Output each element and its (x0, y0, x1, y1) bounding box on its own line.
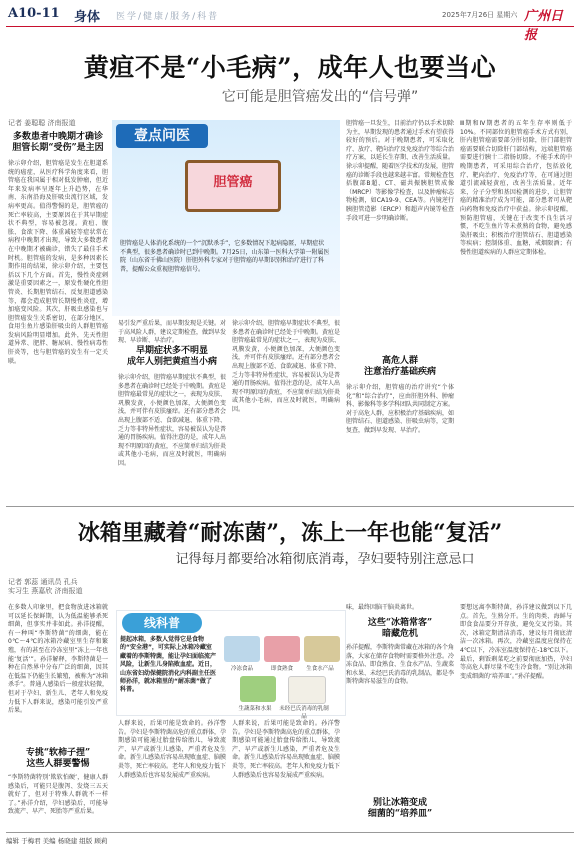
article1-illustration (112, 120, 340, 316)
article2-tag: 线科普 (122, 613, 202, 633)
article2-caption: 提起冰箱，多数人觉得它是食物的“安全港”，可实际上冰箱冷藏室藏着的李斯特菌，能让孕妇面临流产风险，让新生儿身陷败血症。近日，山东省妇幼保健院消化内科副主任医师孙洋，就冰箱里的“耐冻菌”做了科普。 (120, 636, 217, 694)
cancer-sign-image (185, 160, 281, 212)
article1-col3-body: 徐示卯介绍，胆管癌的治疗讲究“个体化”和“综合治疗”，应由肝胆外科、肿瘤科、影像科等多学科团队共同制定方案。对于高危人群，应积极治疗基础疾病，如胆管结石、胆道感染、肝吸虫病等，定期复查，做到早发现、早治疗。 (346, 384, 455, 434)
page-header (6, 4, 574, 43)
article1-byline: 记者 姜聪聪 济南报道 (8, 119, 76, 127)
article1-col3-text: 胆管癌一旦发生，目前治疗仍以手术切除为主，早期发现的患者通过手术有望获得较好的预后。对于晚期患者，可采取化疗、放疗、靶向治疗及免疫治疗等综合治疗方案，以延长生存期、改善生活质量。徐示卯提醒，随着医学技术的发展，胆管癌的诊断手段也越来越丰富。常规检查包括腹部B超、CT、磁共振胰胆管成像（MRCP）等影像学检查，以及肿瘤标志物检测，如CA19-9、CEA等。内镜逆行胰胆管造影（ERCP）和超声内镜等检查手段可进一步明确诊断。 (346, 120, 455, 222)
article1-col1-text: 徐示卯介绍，胆管癌是发生在胆道系统的癌症，从医疗科学角度来看，胆管癌在我国属于相对低发肿瘤，但近年来发病率呈逐年上升趋势，在华南、东南沿海及肝吸虫流行区域，发病率更高。值得警惕的是，胆管癌的死亡率较高，主要原因在于其早期症状不典型，容易被忽视。黄疸、腹胀、食欲下降、体重减轻等症状常在病程中晚期才出现，导致大多数患者在中晚期才被确诊，错失了最佳手术时机。胆管癌的发病，是多种因素长期作用的结果，徐示卯介绍，主要包括以下几个方面。首先，慢性炎症刺激是重要因素之一，原发性硬化性胆管炎、长期胆管结石、反复胆道感染等，都会造成胆管长期慢性炎症，增加癌变风险。其次，肝吸虫感染也与胆管癌发生关系密切，在部分地区，食用生鱼片感染肝吸虫的人群胆管癌发病风险明显增加。此外，先天性胆道异常、肥胖、糖尿病、慢性病毒性肝炎等，也与胆管癌的发生有一定关联。 (8, 160, 108, 365)
milk-label: 未经巴氏消毒的乳制品 (279, 706, 329, 720)
page-number: A10-11 (8, 6, 60, 21)
raw-seafood-label: 生食水产品 (306, 666, 334, 672)
article2-col1-body: “李斯特菌特别‘欺软怕硬’，健康人群感染后，可能只是腹泻、发烧三五天就好了，但对于特殊人群就不一样了。”孙洋介绍，孕妇感染后，可能导致流产、早产、死胎等严重后果。 (8, 774, 108, 816)
article2-col4-text: 要想远离李斯特菌，孙洋建议做到以下几点。首先，生熟分开。生的肉类、海鲜与即食食品要分开存放，避免交叉污染。其次，冰箱定期清洁消毒，建议每月彻底清洁一次冰箱。再次，冷藏室温度应保持在4℃以下，冷冻室温度保持在-18℃以下。最后，剩饭剩菜吃之前要彻底加热，孕妇等高危人群尽量不吃生冷食物。“别让冰箱变成细菌的‘培养皿’。”孙洋提醒。 (460, 604, 572, 680)
article1-subheadline: 它可能是胆管癌发出的“信号弹” (221, 89, 419, 105)
article2-byline: 记者 郭蕊 通讯员 孔兵 实习生 燕嘉欣 济南报道 (8, 578, 83, 595)
ready-food-label: 即食熟食 (270, 666, 293, 672)
footer-divider (6, 832, 574, 833)
article1-headline: 黄疸不是“小毛病”，成年人也要当心 (83, 53, 497, 82)
article2-col3-text: 味，最终因脑干脑炎离世。 (346, 604, 419, 611)
article2-col3-subhead2: 别让冰箱变成 细菌的“培养皿” (367, 798, 433, 819)
article1-col2b-text: 徐示卯介绍，胆管癌早期症状不典型，很多患者在确诊时已经处于中晚期。黄疸是胆管癌最常见的症状之一，表现为皮肤、巩膜发黄，小便颜色加深，大便颜色变浅，并可伴有皮肤瘙痒。还有部分患者会出现上腹部不适、食欲减退、体重下降、乏力等非特异性症状，容易被误认为是普通的胃肠疾病。值得注意的是，成年人出现不明原因的黄疸，不应简单归结为肝炎或其他小毛病，而应及时就医，明确病因。 (232, 320, 341, 413)
frozen-food-image (224, 636, 260, 662)
article1-image-caption: 胆管癌是人体消化系统的一个“沉默杀手”，它多数情况下起病隐匿，早期症状不典型，很多患者确诊时已到中晚期。7月25日，山东第一医科大学第一附属医院（山东省千佛山医院）肝胆外科专家对于胆管癌的早期识别和治疗进行了科普，提醒公众重视胆管癌信号。 (120, 240, 330, 273)
article1-col4-text: Ⅲ期和Ⅳ期患者的五年生存率则低于10%。不同部位的胆管癌手术方式有别，肝内胆管癌需要部分肝切除，肝门部胆管癌需要联合切除肝门部结构，远端胆管癌需要进行胰十二指肠切除。不能手术的中晚期患者，可采用综合治疗，包括放化疗、靶向治疗、免疫治疗等，在可通过胆道引流减轻黄疸，改善生活质量。近年来，分子分型和基因检测的进步，让胆管癌的精准治疗成为可能，部分患者可从靶向药物和免疫治疗中获益。徐示卯提醒，预防胆管癌，关键在于改变不良生活习惯，不吃生鱼片等未煮熟的食物，避免感染肝吸虫；积极治疗胆管结石、胆道感染等疾病；控制体重、血糖，戒烟限酒；有慢性胆道疾病的人群应定期体检。 (460, 120, 572, 256)
section-title: 身体 (74, 10, 101, 25)
article1-col2-body: 徐示卯介绍，胆管癌早期症状不典型，很多患者在确诊时已经处于中晚期。黄疸是胆管癌最常见的症状之一，表现为皮肤、巩膜发黄，小便颜色加深，大便颜色变浅，并可伴有皮肤瘙痒。还有部分患者会出现上腹部不适、食欲减退、体重下降、乏力等非特异性症状，容易被误认为是普通的胃肠疾病。值得注意的是，成年人出现不明原因的黄疸，不应简单归结为肝炎或其他小毛病，而应及时就医，明确病因。 (118, 374, 227, 467)
section-subtitle: 医学/健康/服务/科普 (116, 12, 220, 22)
ready-food-image (264, 636, 300, 662)
milk-image (288, 676, 326, 704)
frozen-food-label: 冷冻食品 (230, 666, 253, 672)
newspaper-logo: 广州日报 (524, 9, 564, 43)
raw-seafood-image (304, 636, 340, 662)
article2-headline: 冰箱里藏着“耐冻菌”，冻上一年也能“复活” (77, 520, 503, 546)
article2-col1-text: 在多数人印象里，把食物放进冰箱就可以延长保鲜期，认为低温能够杀死细菌，但事实并非如此。孙洋提醒，有一种叫“李斯特菌”的细菌，能在0℃～4℃的冰箱冷藏室里生存和繁殖，有的甚至在冷冻室里“冻上一年也能‘复活’”。孙洋解释，李斯特菌是一种在自然界中分布广泛的细菌，因其在低温下仍能生长繁殖，被称为“冰箱杀手”。普通人感染后一般症状轻微，但对于孕妇、新生儿、老年人和免疫力低下人群来说，感染可能引发严重后果。 (8, 604, 108, 715)
article1-col3-subhead: 高危人群 注意治疗基础疾病 (363, 356, 436, 377)
editor-credits: 编辑 于梅君 美编 杨晓建 组版 顾莉 (6, 837, 108, 845)
article2-col2-text: 人群来说，后果可能是致命的。孙洋警告。孕妇是李斯特菌高危的重点群体，孕期感染可能通过胎盘传给胎儿，导致流产、早产或新生儿感染，严重者危及生命。新生儿感染后容易出现败血症、脑膜炎等，死亡率较高。老年人和免疫力低下人群感染后也容易发展成严重疾病。 (118, 720, 227, 779)
article2-col2b-text: 人群来说，后果可能是致命的。孙洋警告。孕妇是李斯特菌高危的重点群体，孕期感染可能通过胎盘传给胎儿，导致流产、早产或新生儿感染，严重者危及生命。新生儿感染后容易出现败血症、脑膜炎等，死亡率较高。老年人和免疫力低下人群感染后也容易发展成严重疾病。 (232, 720, 341, 779)
sign-text: 胆管癌 (213, 175, 253, 190)
section-divider (6, 506, 574, 507)
article2-col3-body: 孙洋提醒，李斯特菌常藏在冰箱的各个角落，大家在储存食物时需要格外注意。冷冻食品、即食熟食、生食水产品、生蔬菜和水果、未经巴氏消毒的乳制品，都是李斯特菌容易滋生的食物。 (346, 644, 455, 686)
article2-subheadline: 记得每月都要给冰箱彻底消毒，孕妇要特别注意忌口 (175, 552, 475, 567)
raw-vegetables-image (240, 676, 276, 702)
article1-col1-subhead: 多数患者中晚期才确诊 胆管长期“受伤”是主因 (12, 132, 104, 153)
article1-badge: 壹点问医 (116, 124, 208, 148)
article1-col2-subhead: 早期症状多不明显 成年人别把黄疸当小病 (126, 346, 217, 367)
article2-col1-subhead: 专挑“软柿子捏” 这些人群要警惕 (25, 748, 91, 769)
article2-col3-subhead: 这些“冰箱常客” 暗藏危机 (367, 618, 433, 639)
article1-col2-text: 易引发严重后果，而早期发现是关键。对于高风险人群，建议定期检查，做到早发现、早诊断、早治疗。 (118, 320, 227, 345)
raw-vegetables-label: 生蔬菜和水果 (238, 706, 272, 712)
issue-date: 2025年7月26日 星期六 (442, 11, 518, 19)
